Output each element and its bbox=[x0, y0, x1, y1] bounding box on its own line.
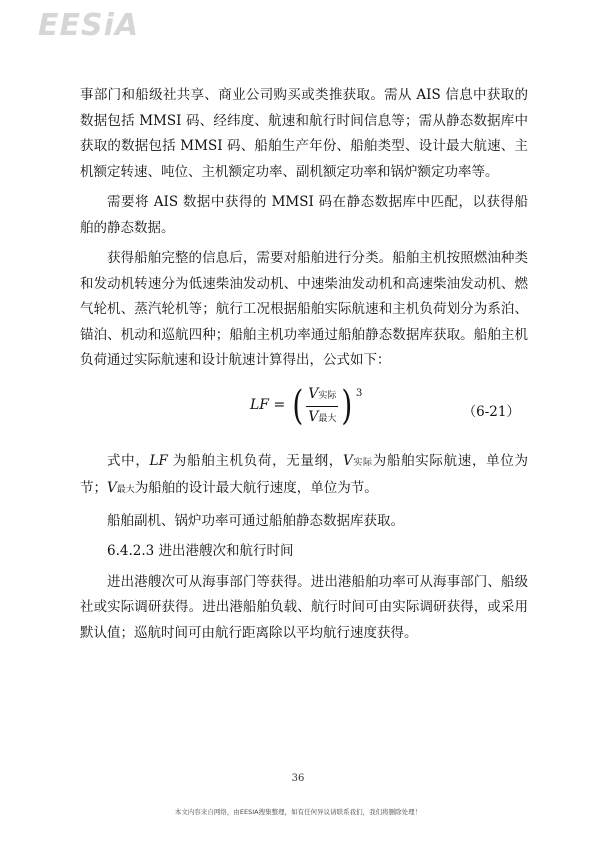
formula-6-21 bbox=[80, 379, 528, 445]
paragraph-auxiliary-power: 船舶副机、锅炉功率可通过船舶静态数据库获取。 bbox=[107, 512, 404, 529]
formula-left-paren: ( bbox=[291, 383, 303, 429]
formula-denominator: V最大 bbox=[308, 408, 337, 425]
paragraph-formula-explanation: 式中，LF 为船舶主机负荷，无量纲，V实际为船舶实际航速，单位为节；V最大为船舶的设计最大航行速度，单位为节。 bbox=[80, 452, 528, 496]
formula-equals: = bbox=[269, 397, 290, 414]
formula-exponent: 3 bbox=[356, 387, 363, 399]
footer-disclaimer: 本文内容来自网络，由EESIA搜集整理，如有任何异议请联系我们，我们将删除处理！ bbox=[174, 808, 422, 816]
eesia-logo: EESiA bbox=[38, 8, 140, 43]
paragraph-mmsi-matching: 需要将 AIS 数据中获得的 MMSI 码在静态数据库中匹配，以获得船舶的静态数据。 bbox=[80, 194, 528, 236]
formula-expression bbox=[250, 385, 362, 428]
paragraph-ship-classification: 获得船舶完整的信息后，需要对船舶进行分类。船舶主机按照燃油种类和发动机转速分为低速柴油发动机、中速柴油发动机和高速柴油发动机、燃气轮机、蒸汽轮机等；航行工况根据船舶实际航速和主机负荷划分为系泊、锚泊、机动和巡航四种；船舶主机功率通过船舶静态数据库获取。船舶主机负荷通过实际航速和设计航速计算得出，公式如下： bbox=[80, 250, 528, 368]
formula-fraction bbox=[306, 385, 338, 428]
paragraph-data-sources: 事部门和船级社共享、商业公司购买或类推获取。需从 AIS 信息中获取的数据包括 MMSI 码、经纬度、航速和航行时间信息等；需从静态数据库中获取的数据包括 MMSI 码、船舶生产年份、船舶类型、设计最大航速、主机额定转速、吨位、主机额定功率、副机额定功率和锅炉额定功率等。 bbox=[80, 87, 528, 180]
formula-lhs: LF bbox=[250, 397, 270, 414]
section-heading: 6.4.2.3 进出港艘次和航行时间 bbox=[107, 543, 294, 559]
paragraph-port-calls: 进出港艘次可从海事部门等获得。进出港船舶功率可从海事部门、船级社或实际调研获得。进出港船舶负载、航行时间可由实际调研获得，或采用默认值；巡航时间可由航行距离除以平均航行速度获得。 bbox=[80, 573, 528, 641]
formula-right-paren: ) bbox=[341, 383, 353, 429]
page-number: 36 bbox=[291, 773, 305, 784]
equation-number: （6-21） bbox=[462, 403, 520, 420]
document-body bbox=[80, 83, 528, 651]
formula-numerator: V实际 bbox=[306, 385, 338, 407]
